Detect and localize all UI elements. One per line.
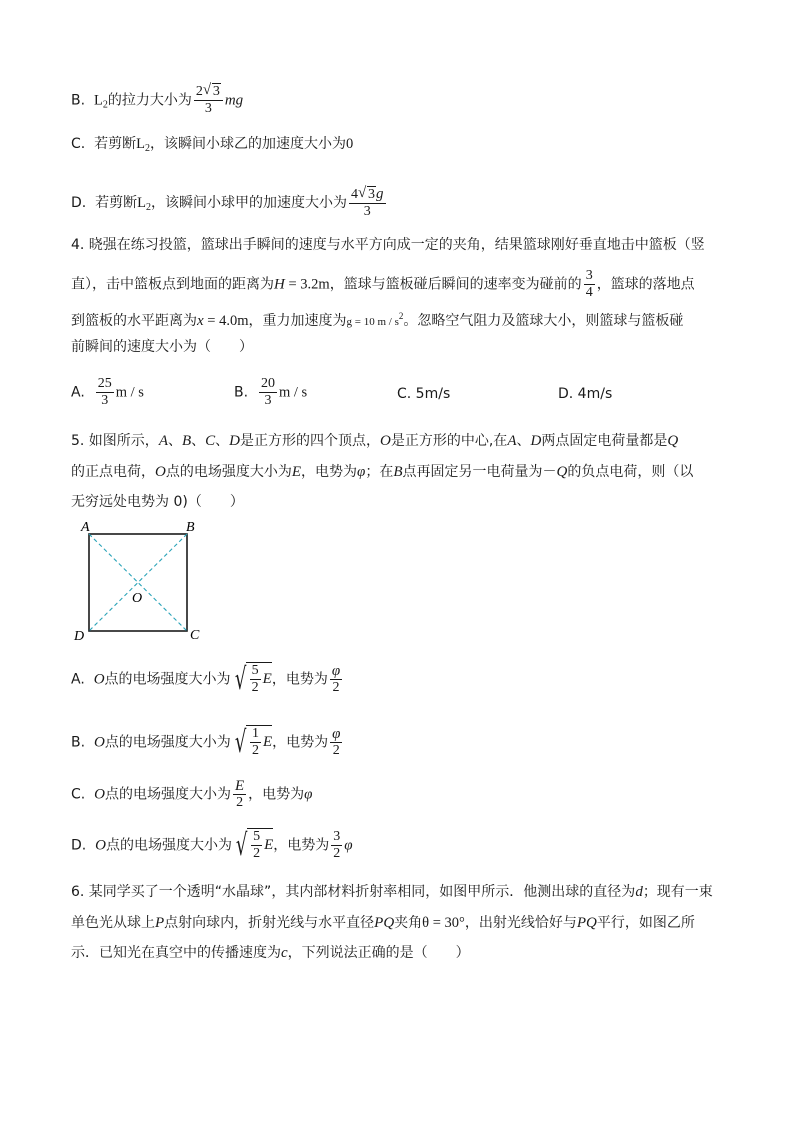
q5-line-3: 无穷远处电势为 0)（ ） [71,494,244,510]
center-label-o: O [132,591,143,606]
q5-line-1: 5. 如图所示，A、B、C、D是正方形的四个顶点，O是正方形的中心,在A、D两点固定电荷量都是Q [71,433,679,449]
fraction: 2 √ 3 3 [194,84,223,117]
radical: √ $\frac{5}{2}$ E [234,661,272,697]
q6-line-1: 6. 某同学买了一个透明“水晶球”，其内部材料折射率相同，如图甲所示．他测出球的直径为d；现有一束 [71,884,713,900]
fraction: 4 √ 3g 3 [351,185,384,219]
radical: √ $\frac{5}{2}$ E [235,827,274,863]
q4-option-a: A. $\frac{25}{3}$ m / s [71,376,144,408]
q4-line-2: 直），击中篮板点到地面的距离为H = 3.2m，篮球与篮板碰后瞬间的速率变为碰前的 $\frac{3}{4}$ ，篮球的落地点 [71,268,695,300]
radical: √ $\frac{1}{2}$ E [234,724,273,760]
q6-line-3: 示．已知光在真空中的传播速度为c，下列说法正确的是（ ） [71,945,470,961]
q4-option-b: B. $\frac{20}{3}$ m / s [234,376,308,408]
q4-line-4: 前瞬间的速度大小为（ ） [71,339,253,355]
option-c: C. 若剪断$L_2$，该瞬间小球乙的加速度大小为0 [71,136,354,154]
fraction: $\frac{3}{4}$ [585,268,593,300]
q5-option-b: B. O点的电场强度大小为 √ $\frac{1}{2}$ E ，电势为 $\frac{\varphi}{2}$ [71,724,341,760]
q5-line-2: 的正点电荷，O点的电场强度大小为E，电势为φ；在B点再固定另一电荷量为－Q的负点电荷，则（以 [71,464,694,480]
q4-line-3: 到篮板的水平距离为x = 4.0m，重力加速度为g = 10 m / $s^2$。忽略空气阻力及篮球大小，则篮球与篮板碰 [71,311,684,329]
option-d: D. 若剪断$L_2$，该瞬间小球甲的加速度大小为 4 √ 3g 3 [71,185,384,219]
q5-option-c: C. O点的电场强度大小为 $\frac{E}{2}$ ，电势为φ [71,778,313,810]
vertex-label-b: B [186,520,195,535]
vertex-label-a: A [81,520,90,535]
q5-option-d: D. O点的电场强度大小为 √ $\frac{5}{2}$ E ，电势为 $\frac{3}{2}$ φ [71,827,353,863]
option-b: B. $L_2$的拉力大小为 2 √ 3 3 mg [71,82,244,116]
q6-line-2: 单色光从球上P点射向球内，折射光线与水平直径PQ夹角θ = 30°，出射光线恰好与PQ平行，如图乙所 [71,915,695,931]
square [89,534,187,631]
diagonal-ac [89,534,187,631]
q4-option-c: C. 5m/s [397,386,451,402]
vertex-label-c: C [190,628,200,643]
vertex-label-d: D [74,629,85,644]
q4-line-1: 4. 晓强在练习投篮，篮球出手瞬间的速度与水平方向成一定的夹角，结果篮球刚好垂直地击中篮板（竖 [71,237,705,253]
diagonal-bd [89,534,187,631]
q5-option-a: A. O点的电场强度大小为 √ $\frac{5}{2}$ E ，电势为 $\frac{\varphi}{2}$ [71,661,341,697]
square-figure [70,518,210,648]
q4-option-d: D. 4m/s [558,386,613,402]
